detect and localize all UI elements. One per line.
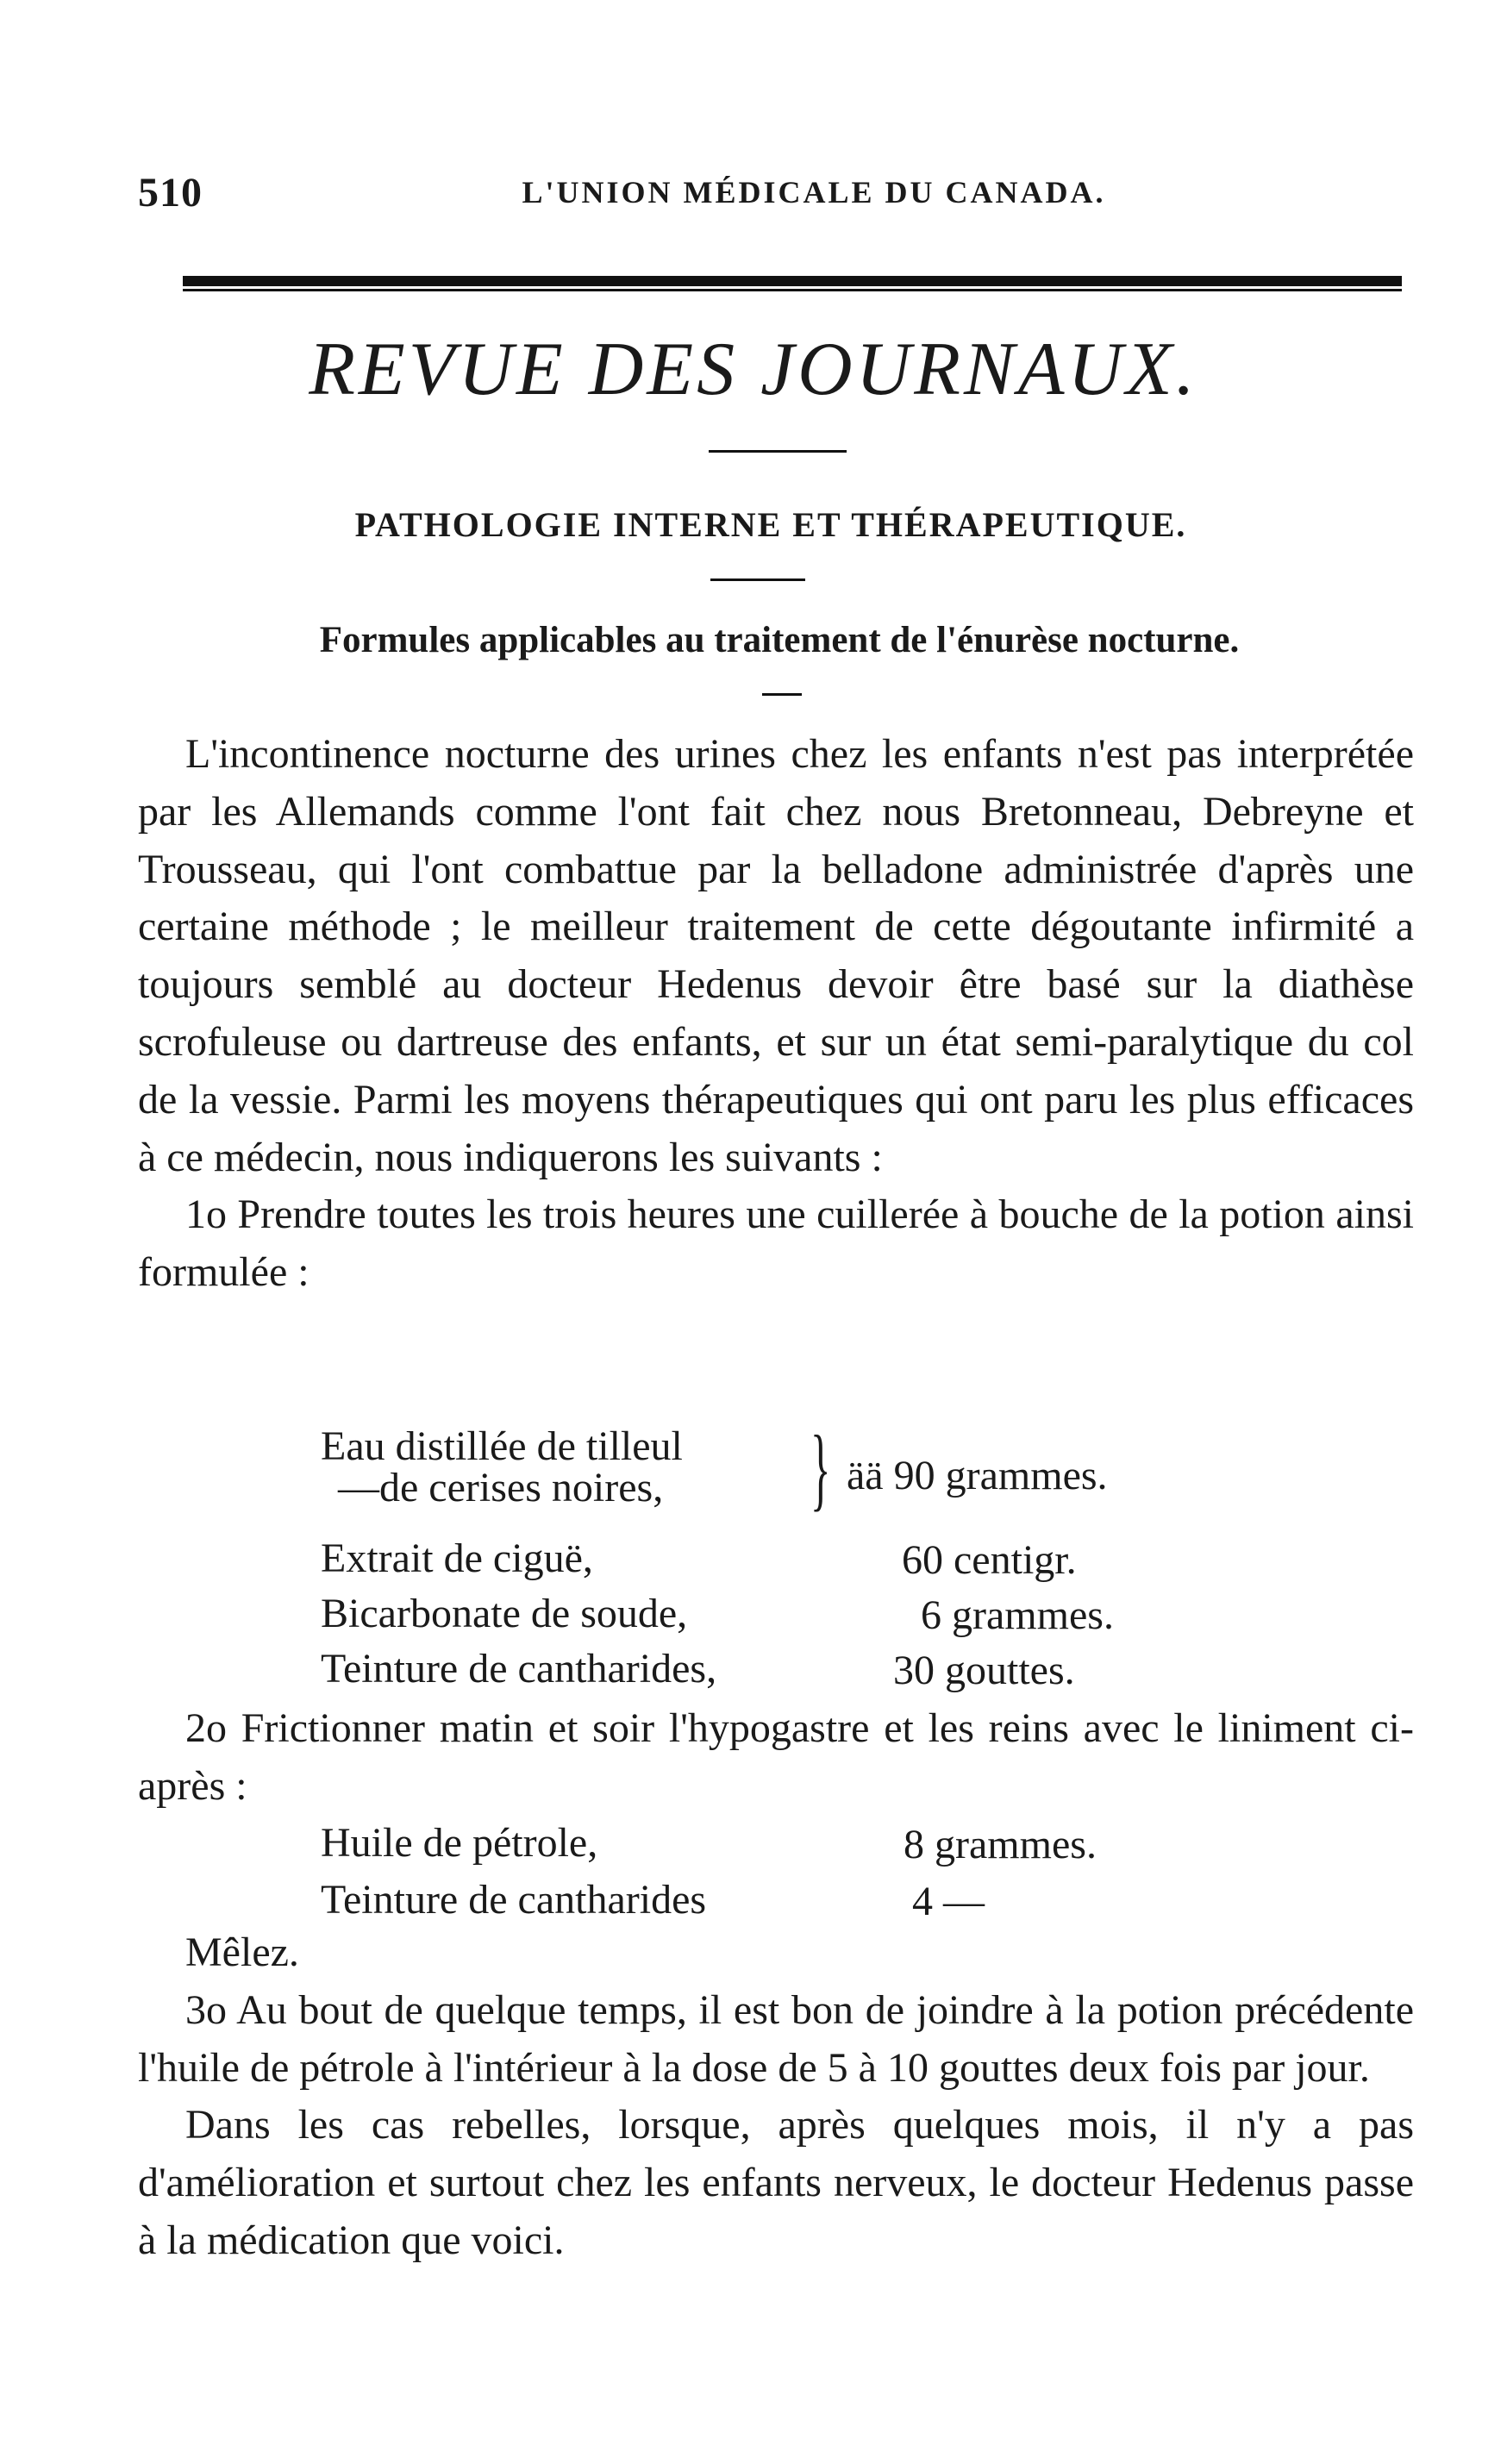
subsection-divider <box>710 578 805 581</box>
melez: Mêlez. <box>185 1929 299 1975</box>
step-2-block <box>138 1700 1414 1816</box>
step-1: 1o Prendre toutes les trois heures une cuillerée à bouche de la potion ainsi formulée : <box>138 1191 1414 1296</box>
step-2: 2o Frictionner matin et soir l'hypogastre et les reins avec le liniment ci-après : <box>138 1705 1414 1809</box>
formula-2-item: Huile de pétrole, <box>321 1820 598 1866</box>
article-divider <box>762 693 802 696</box>
formula-1-line-2: —de cerises noires, <box>338 1465 664 1510</box>
article-title: Formules applicables au traitement de l'énurèse nocturne. <box>319 620 1240 660</box>
formula-1-item: Teinture de cantharides, <box>321 1646 717 1692</box>
section-title: REVUE DES JOURNAUX. <box>309 328 1198 411</box>
running-title: L'UNION MÉDICALE DU CANADA. <box>522 175 1106 210</box>
formula-1-qty: 60 centigr. <box>902 1537 1077 1583</box>
title-divider <box>709 450 847 453</box>
formula-2-qty: 8 grammes. <box>904 1822 1097 1867</box>
intro-paragraph: L'incontinence nocturne des urines chez les enfants n'est pas interprétée par les Allemands comme l'ont fait chez nous Bretonneau, Debreyne et Trousseau, qui l'ont combattue par la belladone administrée d'après une certaine méthode ; le meilleur traitement de cette dégoutante infirmité a toujours semblé au docteur Hedenus devoir être basé sur la diathèse scrofuleuse ou dartreuse des enfants, et sur un état semi-paralytique du col de la vessie. Parmi les moyens thérapeutiques qui ont paru les plus efficaces à ce médecin, nous indiquerons les suivants : <box>138 731 1414 1180</box>
brace: } <box>810 1417 831 1520</box>
formula-1-line-1: Eau distillée de tilleul <box>321 1423 683 1469</box>
formula-2-qty: 4 — <box>912 1879 985 1924</box>
page-number: 510 <box>138 170 203 216</box>
closing-block <box>138 1924 1414 2270</box>
closing-paragraph: Dans les cas rebelles, lorsque, après quelques mois, il n'y a pas d'amélioration et surtout chez les enfants nerveux, le docteur Hedenus passe à la médication que voici. <box>138 2102 1414 2263</box>
formula-2-item: Teinture de cantharides <box>321 1877 707 1923</box>
step-3: 3o Au bout de quelque temps, il est bon de joindre à la potion précédente l'huile de pétrole à l'intérieur à la dose de 5 à 10 gouttes deux fois par jour. <box>138 1986 1414 2091</box>
running-header <box>138 169 1412 221</box>
formula-1-item: Extrait de ciguë, <box>321 1535 593 1581</box>
formula-1-qty: 30 gouttes. <box>893 1648 1075 1693</box>
article-body <box>138 726 1414 1302</box>
formula-1-grouped-qty: ää 90 grammes. <box>847 1453 1108 1498</box>
header-rule <box>183 276 1402 293</box>
subsection-title: PATHOLOGIE INTERNE ET THÉRAPEUTIQUE. <box>354 505 1187 544</box>
formula-1-item: Bicarbonate de soude, <box>321 1591 688 1636</box>
formula-1-qty: 6 grammes. <box>921 1592 1114 1638</box>
